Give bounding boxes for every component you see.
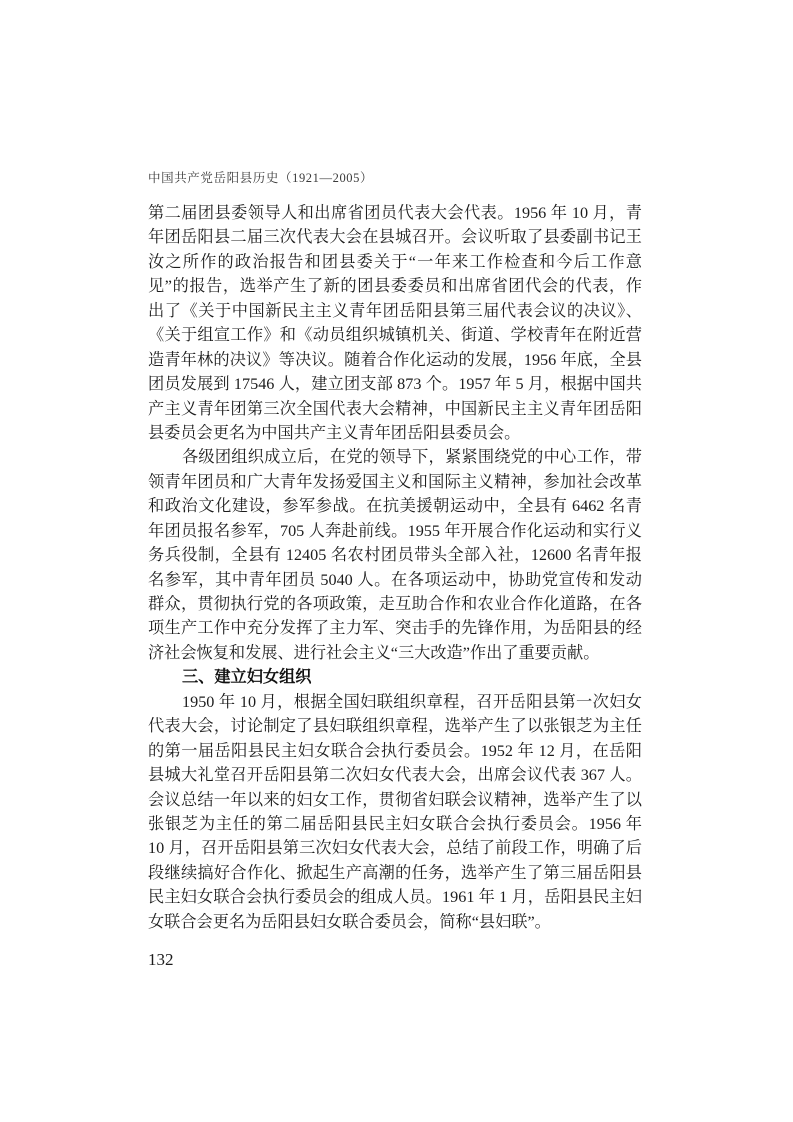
text-line: 第二届团县委领导人和出席省团员代表大会代表。1956 年 10 月，青	[148, 204, 642, 222]
text-line: 年团岳阳县二届三次代表大会在县城召开。会议听取了县委副书记王	[148, 228, 642, 247]
text-line: 群众，贯彻执行党的各项政策，走互助合作和农业合作化道路，在各	[148, 595, 642, 613]
text-line: 务兵役制，全县有 12405 名农村团员带头全部入社，12600 名青年报	[148, 546, 642, 565]
text-line: 各级团组织成立后，在党的领导下，紧紧围绕党的中心工作，带	[182, 448, 642, 467]
paragraph	[148, 690, 642, 934]
text-line: 造青年林的决议》等决议。随着合作化运动的发展，1956 年底，全县	[148, 350, 642, 369]
text-line: 见”的报告，选举产生了新的团县委委员和出席省团代会的代表，作	[148, 277, 642, 296]
text-line: 《关于组宣工作》和《动员组织城镇机关、街道、学校青年在附近营	[148, 326, 642, 345]
text-line: 出了《关于中国新民主主义青年团岳阳县第三届代表会议的决议》、	[148, 301, 642, 320]
text-line: 民主妇女联合会执行委员会的组成人员。1961 年 1 月，岳阳县民主妇	[148, 888, 642, 907]
text-line: 项生产工作中充分发挥了主力军、突击手的先锋作用，为岳阳县的经	[148, 619, 642, 638]
text-line: 张银芝为主任的第二届岳阳县民主妇女联合会执行委员会。1956 年	[148, 814, 642, 833]
text-line: 段继续搞好合作化、掀起生产高潮的任务，选举产生了第三届岳阳县	[148, 863, 642, 882]
text-line: 代表大会，讨论制定了县妇联组织章程，选举产生了以张银芝为主任	[148, 717, 642, 736]
text-line: 1950 年 10 月，根据全国妇联组织章程，召开岳阳县第一次妇女	[182, 692, 642, 711]
body-text	[148, 201, 642, 934]
text-line: 团员发展到 17546 人，建立团支部 873 个。1957 年 5 月，根据中国共	[148, 375, 642, 394]
text-line: 会议总结一年以来的妇女工作，贯彻省妇联会议精神，选举产生了以	[148, 790, 642, 809]
text-line: 济社会恢复和发展、进行社会主义“三大改造”作出了重要贡献。	[148, 643, 600, 662]
text-line: 和政治文化建设，参军参战。在抗美援朝运动中，全县有 6462 名青	[148, 497, 642, 516]
paragraph	[148, 445, 642, 665]
text-line: 产主义青年团第三次全国代表大会精神，中国新民主主义青年团岳阳	[148, 399, 642, 418]
text-line: 名参军，其中青年团员 5040 人。在各项运动中，协助党宣传和发动	[148, 570, 642, 589]
text-line: 县城大礼堂召开岳阳县第二次妇女代表大会，出席会议代表 367 人。	[148, 766, 642, 785]
text-line: 汝之所作的政治报告和团县委关于“一年来工作检查和今后工作意	[148, 252, 642, 271]
section-heading: 三、建立妇女组织	[182, 668, 312, 687]
text-line: 县委员会更名为中国共产主义青年团岳阳县委员会。	[148, 423, 521, 442]
page-number: 132	[148, 950, 174, 969]
text-line: 女联合会更名为岳阳县妇女联合委员会，简称“县妇联”。	[148, 912, 551, 931]
text-line: 年团员报名参军，705 人奔赴前线。1955 年开展合作化运动和实行义	[148, 521, 642, 540]
text-line: 10 月，召开岳阳县第三次妇女代表大会，总结了前段工作，明确了后	[148, 839, 642, 858]
text-line: 领青年团员和广大青年发扬爱国主义和国际主义精神，参加社会改革	[148, 472, 642, 491]
text-line: 的第一届岳阳县民主妇女联合会执行委员会。1952 年 12 月，在岳阳	[148, 741, 642, 760]
running-header: 中国共产党岳阳县历史（1921—2005）	[148, 171, 374, 185]
paragraph-continued	[148, 201, 642, 445]
